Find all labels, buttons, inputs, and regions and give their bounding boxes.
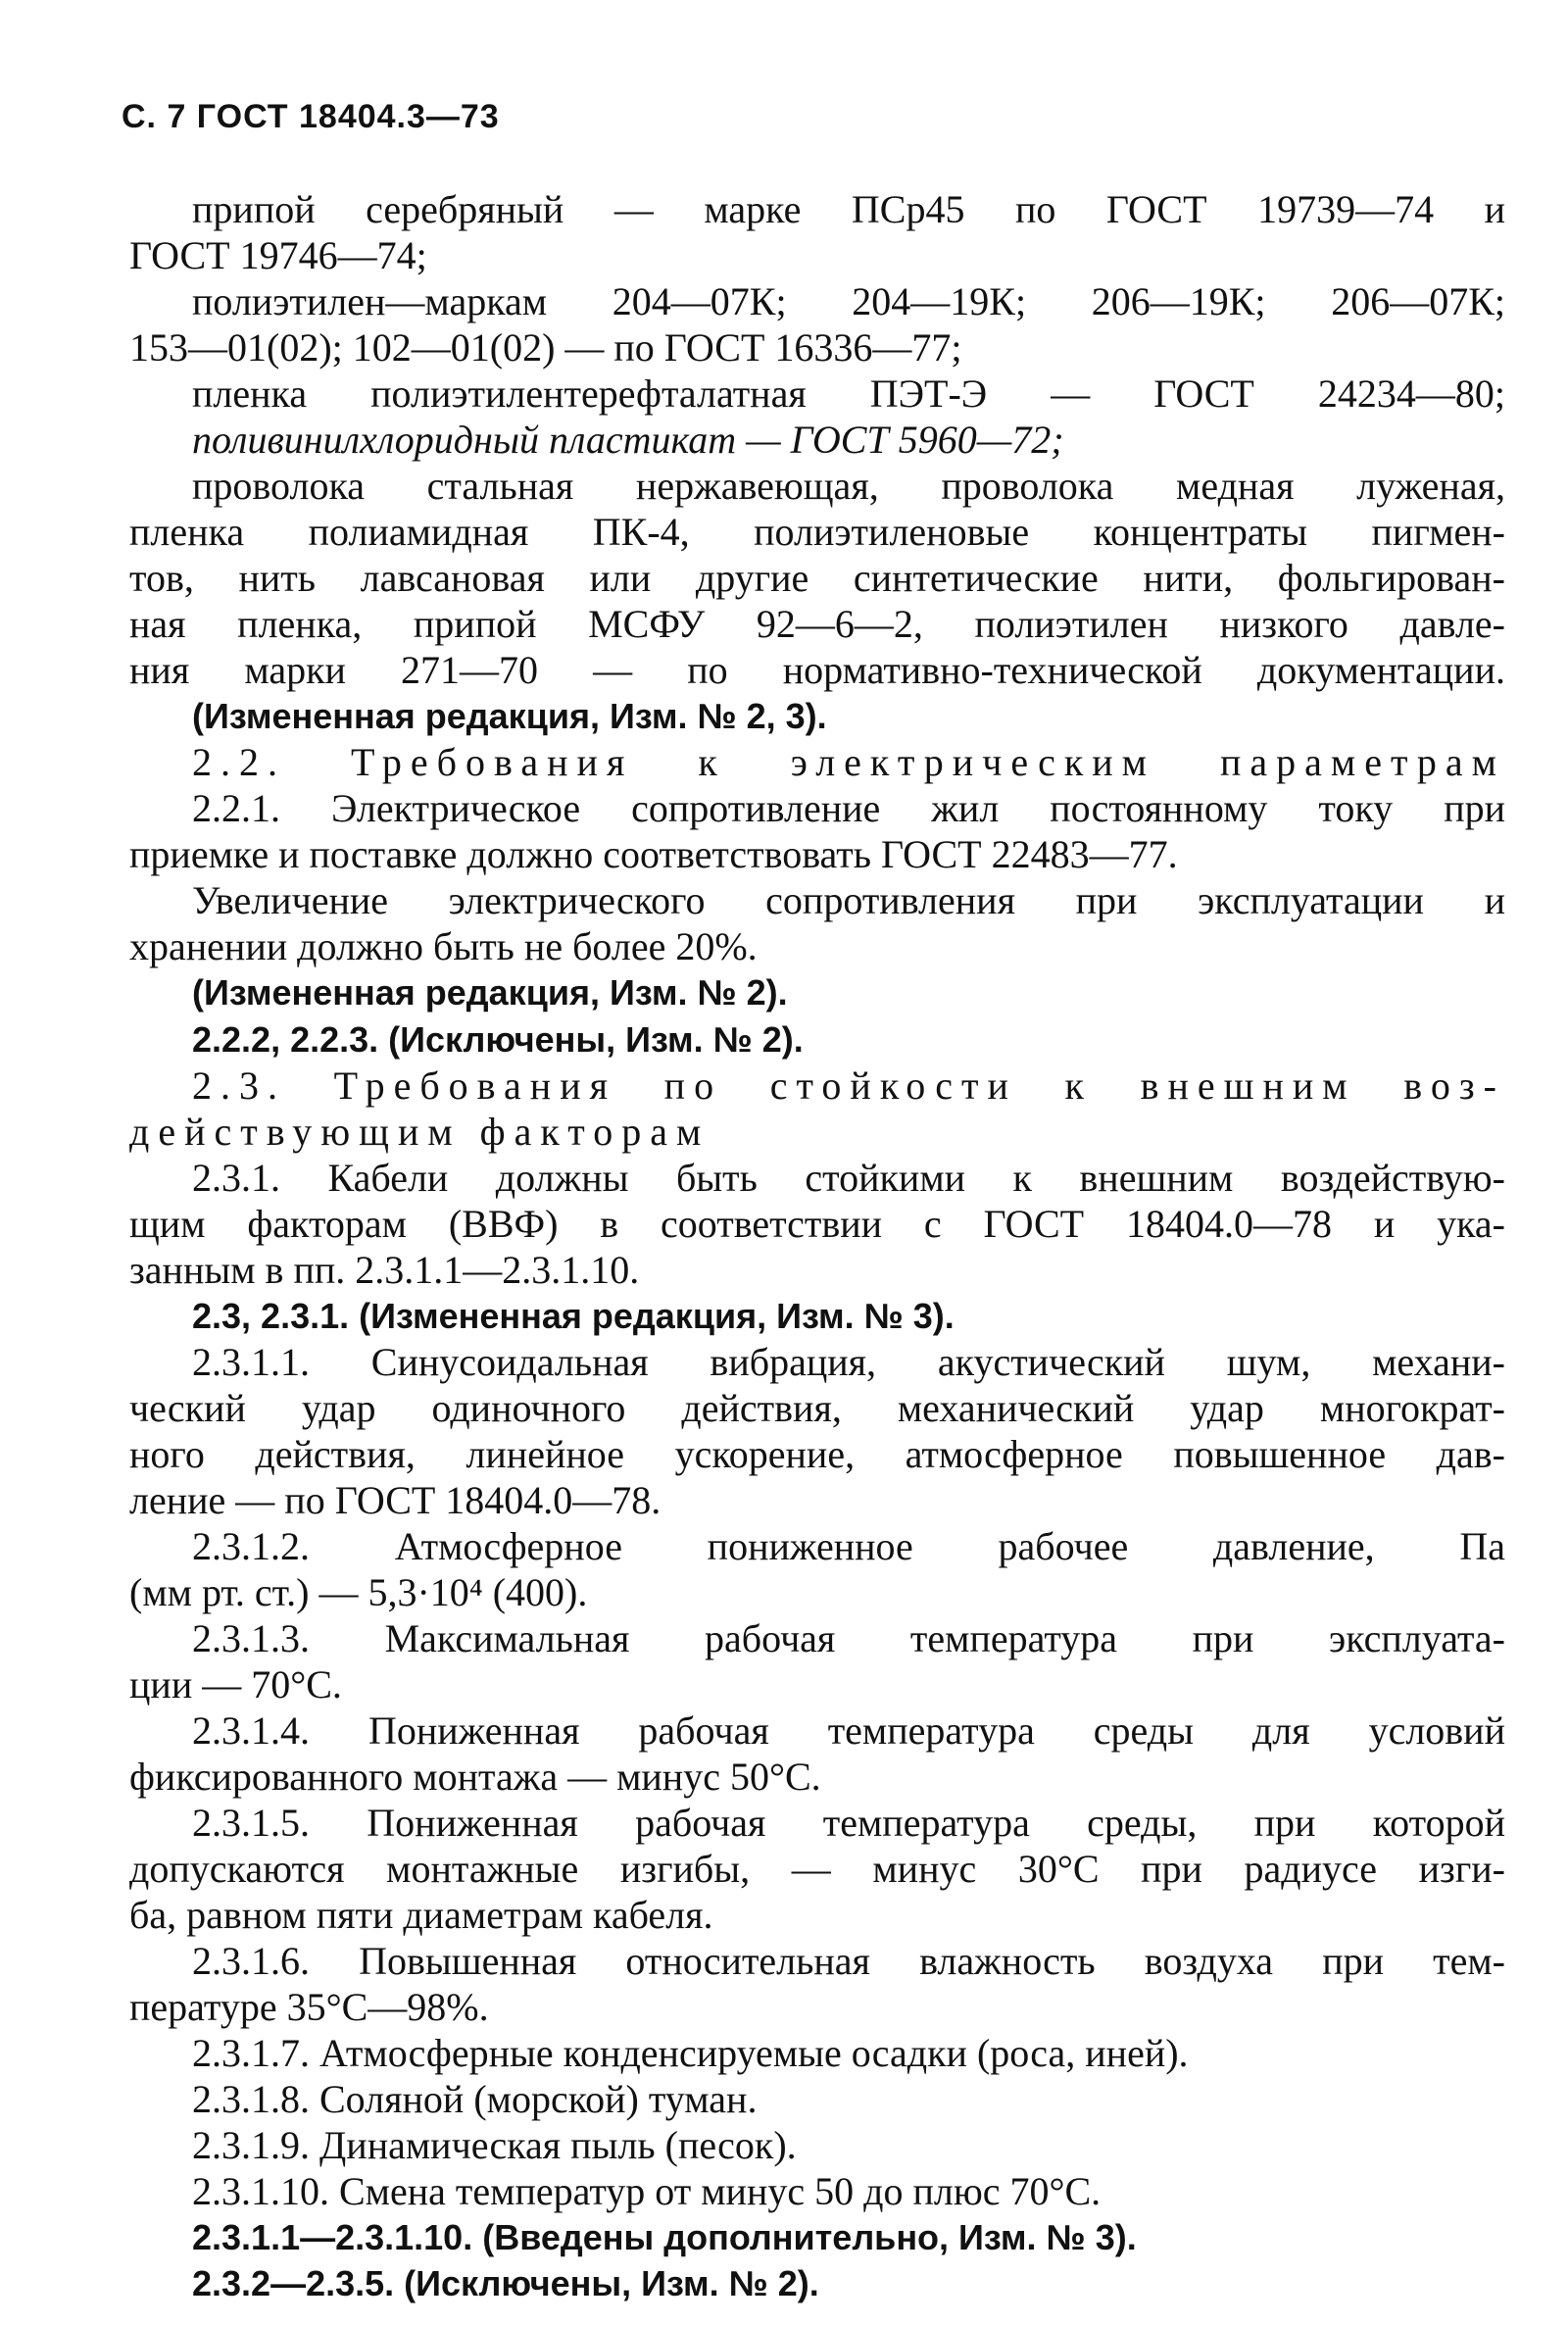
text-line: ление — по ГОСТ 18404.0—78. — [129, 1478, 662, 1522]
text-line: ции — 70°С. — [129, 1662, 342, 1707]
page-header: С. 7 ГОСТ 18404.3—73 — [122, 98, 500, 135]
text-line: 2.3.1.4. Пониженная рабочая температура среды для условий — [192, 1708, 1505, 1753]
section-heading: 2.3. Требования по стойкости к внешним воз- — [192, 1064, 1505, 1108]
document-body — [129, 186, 1505, 2306]
text-line: пературе 35°С—98%. — [129, 1985, 489, 2029]
text-line: приемке и поставке должно соответствовать ГОСТ 22483—77. — [129, 832, 1178, 876]
text-line: тов, нить лавсановая или другие синтетические нити, фольгирован- — [129, 556, 1505, 600]
text-line: 2.3.1.8. Соляной (морской) туман. — [192, 2077, 758, 2121]
text-line: ба, равном пяти диаметрам кабеля. — [129, 1893, 713, 1937]
amendment-note: (Измененная редакция, Изм. № 2). — [192, 972, 788, 1013]
section-heading: 2.2. Требования к электрическим параметрам — [192, 740, 1505, 784]
text-line: 2.3.1.1. Синусоидальная вибрация, акустический шум, механи- — [192, 1340, 1505, 1384]
text-line: 2.3.1.6. Повышенная относительная влажность воздуха при тем- — [192, 1939, 1505, 1983]
text-line: фиксированного монтажа — минус 50°С. — [129, 1755, 821, 1799]
amendment-note: (Измененная редакция, Изм. № 2, 3). — [192, 696, 827, 736]
text-line: допускаются монтажные изгибы, — минус 30°С при радиусе изги- — [129, 1847, 1505, 1891]
text-line — [192, 1015, 1505, 1063]
text-line: 2.3.1.10. Смена температур от минус 50 до плюс 70°С. — [192, 2169, 1102, 2213]
text-line: 2.3.1.5. Пониженная рабочая температура среды, при которой — [192, 1801, 1505, 1845]
text-line: ГОСТ 19746—74; — [129, 233, 427, 277]
amendment-note: 2.2.2, 2.2.3. (Исключены, Изм. № 2). — [192, 1019, 804, 1060]
text-line: (мм рт. ст.) — 5,3·10⁴ (400). — [129, 1570, 588, 1614]
text-line: 153—01(02); 102—01(02) — по ГОСТ 16336—77; — [129, 325, 962, 370]
text-line: ная пленка, припой МСФУ 92—6—2, полиэтилен низкого давле- — [129, 602, 1505, 646]
text-line: 2.2.1. Электрическое сопротивление жил постоянному току при — [192, 786, 1505, 830]
text-line: ного действия, линейное ускорение, атмосферное повышенное дав- — [129, 1432, 1505, 1476]
text-line: ния марки 271—70 — по нормативно-технической документации. — [129, 648, 1505, 692]
text-line: пленка полиэтилентерефталатная ПЭТ-Э — ГОСТ 24234—80; — [192, 371, 1505, 416]
amendment-note: 2.3, 2.3.1. (Измененная редакция, Изм. № 3). — [192, 1296, 955, 1336]
text-line: занным в пп. 2.3.1.1—2.3.1.10. — [129, 1248, 640, 1292]
text-line: ческий удар одиночного действия, механический удар многократ- — [129, 1386, 1505, 1430]
text-line: пленка полиамидная ПК-4, полиэтиленовые концентраты пигмен- — [129, 510, 1505, 554]
text-line: щим факторам (ВВФ) в соответствии с ГОСТ 18404.0—78 и ука- — [129, 1202, 1505, 1246]
amendment-note: 2.3.2—2.3.5. (Исключены, Изм. № 2). — [192, 2263, 819, 2303]
text-line: 2.3.1.7. Атмосферные конденсируемые осадки (роса, иней). — [192, 2031, 1189, 2075]
text-line: 2.3.1.9. Динамическая пыль (песок). — [192, 2123, 797, 2167]
section-heading: действующим факторам — [129, 1110, 710, 1154]
text-line: хранении должно быть не более 20%. — [129, 924, 758, 968]
text-line: 2.3.1.2. Атмосферное пониженное рабочее давление, Па — [192, 1524, 1505, 1568]
text-line: полиэтилен—маркам 204—07К; 204—19К; 206—19К; 206—07К; — [192, 279, 1505, 323]
text-line: проволока стальная нержавеющая, проволока медная луженая, — [192, 464, 1505, 508]
text-line: Увеличение электрического сопротивления при эксплуатации и — [192, 878, 1505, 922]
text-line: припой серебряный — марке ПСр45 по ГОСТ 19739—74 и — [192, 187, 1505, 231]
text-line: 2.3.1.3. Максимальная рабочая температура при эксплуата- — [192, 1616, 1505, 1660]
text-line: 2.3.1. Кабели должны быть стойкими к внешним воздействую- — [192, 1156, 1505, 1200]
text-line: поливинилхлоридный пластикат — ГОСТ 5960—72; — [192, 418, 1064, 462]
amendment-note: 2.3.1.1—2.3.1.10. (Введены дополнительно, Изм. № 3). — [192, 2217, 1137, 2257]
